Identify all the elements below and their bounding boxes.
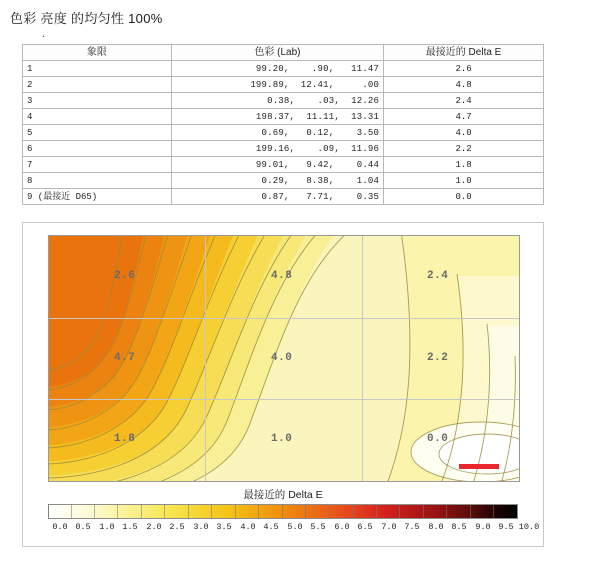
colorbar-divider bbox=[352, 504, 353, 519]
table-row bbox=[23, 93, 544, 109]
colorbar-divider bbox=[493, 504, 494, 519]
colorbar-tick: 6.0 bbox=[334, 522, 350, 532]
colorbar-tick: 4.0 bbox=[240, 522, 256, 532]
table-row bbox=[23, 173, 544, 189]
cell-delta-e: 2.2 bbox=[384, 141, 544, 157]
uniformity-table bbox=[22, 44, 544, 205]
cell-label-middle-center: 4.0 bbox=[271, 352, 293, 364]
cell-label-bottom-right: 0.0 bbox=[427, 433, 449, 445]
cell-lab: 199.16, .09, 11.96 bbox=[171, 141, 383, 157]
cell-delta-e: 4.8 bbox=[384, 77, 544, 93]
column-header-lab: 色彩 (Lab) bbox=[171, 45, 383, 61]
grid-horizontal-1 bbox=[49, 318, 519, 319]
colorbar-divider bbox=[117, 504, 118, 519]
colorbar-divider bbox=[258, 504, 259, 519]
colorbar-divider bbox=[399, 504, 400, 519]
cell-lab: 198.37, 11.11, 13.31 bbox=[171, 109, 383, 125]
page-title: 色彩 亮度 的均匀性 100% bbox=[10, 11, 163, 26]
colorbar-divider bbox=[329, 504, 330, 519]
grid-vertical-1 bbox=[205, 236, 206, 481]
colorbar-tick: 0.0 bbox=[52, 522, 68, 532]
table-row bbox=[23, 61, 544, 77]
cell-lab: 0.87, 7.71, 0.35 bbox=[171, 189, 383, 205]
table-row bbox=[23, 109, 544, 125]
colorbar-divider bbox=[71, 504, 72, 519]
colorbar-tick: 1.5 bbox=[122, 522, 138, 532]
cell-label-top-left: 2.6 bbox=[114, 270, 136, 282]
colorbar-divider bbox=[188, 504, 189, 519]
colorbar-divider bbox=[48, 504, 49, 519]
colorbar-divider bbox=[282, 504, 283, 519]
colorbar-divider bbox=[211, 504, 212, 519]
colorbar bbox=[48, 504, 518, 519]
colorbar-tick: 9.5 bbox=[498, 522, 514, 532]
cell-quadrant: 6 bbox=[23, 141, 172, 157]
colorbar-tick: 3.0 bbox=[193, 522, 209, 532]
colorbar-tick: 6.5 bbox=[357, 522, 373, 532]
cell-quadrant: 4 bbox=[23, 109, 172, 125]
cell-lab: 0.69, 0.12, 3.50 bbox=[171, 125, 383, 141]
cell-quadrant: 3 bbox=[23, 93, 172, 109]
column-header-delta-e: 最接近的 Delta E bbox=[384, 45, 544, 61]
column-header-quadrant: 象限 bbox=[23, 45, 172, 61]
colorbar-tick: 0.5 bbox=[75, 522, 91, 532]
table-row bbox=[23, 157, 544, 173]
cell-quadrant: 8 bbox=[23, 173, 172, 189]
grid-vertical-2 bbox=[362, 236, 363, 481]
cell-label-bottom-center: 1.0 bbox=[271, 433, 293, 445]
uniformity-table-wrap bbox=[22, 44, 544, 205]
colorbar-tick: 8.0 bbox=[428, 522, 444, 532]
colorbar-tick: 7.0 bbox=[381, 522, 397, 532]
table-header-row bbox=[23, 45, 544, 61]
colorbar-divider bbox=[376, 504, 377, 519]
cell-lab: 0.38, .03, 12.26 bbox=[171, 93, 383, 109]
table-row bbox=[23, 77, 544, 93]
delta-e-heatmap-panel bbox=[22, 222, 544, 547]
cell-label-top-center: 4.8 bbox=[271, 270, 293, 282]
colorbar-tick: 3.5 bbox=[216, 522, 232, 532]
table-row bbox=[23, 189, 544, 205]
colorbar-divider bbox=[235, 504, 236, 519]
table-row bbox=[23, 125, 544, 141]
colorbar-title: 最接近的 Delta E bbox=[243, 489, 323, 501]
cell-delta-e: 4.7 bbox=[384, 109, 544, 125]
cell-lab: 99.01, 9.42, 0.44 bbox=[171, 157, 383, 173]
cell-quadrant: 5 bbox=[23, 125, 172, 141]
colorbar-tick: 2.0 bbox=[146, 522, 162, 532]
cell-quadrant: 1 bbox=[23, 61, 172, 77]
cell-delta-e: 2.6 bbox=[384, 61, 544, 77]
cell-label-middle-right: 2.2 bbox=[427, 352, 449, 364]
colorbar-divider bbox=[446, 504, 447, 519]
colorbar-tick: 5.0 bbox=[287, 522, 303, 532]
colorbar-divider bbox=[141, 504, 142, 519]
grid-horizontal-2 bbox=[49, 399, 519, 400]
cell-lab: 0.29, 8.38, 1.04 bbox=[171, 173, 383, 189]
colorbar-tick: 4.5 bbox=[263, 522, 279, 532]
colorbar-divider bbox=[305, 504, 306, 519]
colorbar-tick: 10.0 bbox=[518, 522, 540, 532]
table-row bbox=[23, 141, 544, 157]
cell-delta-e: 0.0 bbox=[384, 189, 544, 205]
colorbar-tick: 8.5 bbox=[451, 522, 467, 532]
cell-label-bottom-left: 1.8 bbox=[114, 433, 136, 445]
cell-quadrant: 7 bbox=[23, 157, 172, 173]
colorbar-tick-labels bbox=[48, 522, 540, 534]
heatmap-plot bbox=[48, 235, 520, 482]
cell-quadrant: 9 (最接近 D65) bbox=[23, 189, 172, 205]
colorbar-tick: 9.0 bbox=[475, 522, 491, 532]
cell-lab: 99.20, .90, 11.47 bbox=[171, 61, 383, 77]
cell-quadrant: 2 bbox=[23, 77, 172, 93]
colorbar-tick: 5.5 bbox=[310, 522, 326, 532]
reference-marker bbox=[459, 464, 499, 469]
cell-delta-e: 1.8 bbox=[384, 157, 544, 173]
colorbar-tick: 1.0 bbox=[99, 522, 115, 532]
cell-delta-e: 2.4 bbox=[384, 93, 544, 109]
stray-mark: . bbox=[42, 28, 46, 40]
colorbar-divider bbox=[423, 504, 424, 519]
colorbar-tick: 2.5 bbox=[169, 522, 185, 532]
cell-delta-e: 1.0 bbox=[384, 173, 544, 189]
colorbar-divider bbox=[470, 504, 471, 519]
cell-label-middle-left: 4.7 bbox=[114, 352, 136, 364]
colorbar-divider bbox=[164, 504, 165, 519]
cell-label-top-right: 2.4 bbox=[427, 270, 449, 282]
cell-delta-e: 4.0 bbox=[384, 125, 544, 141]
colorbar-tick: 7.5 bbox=[404, 522, 420, 532]
colorbar-divider bbox=[94, 504, 95, 519]
cell-lab: 199.89, 12.41, .00 bbox=[171, 77, 383, 93]
